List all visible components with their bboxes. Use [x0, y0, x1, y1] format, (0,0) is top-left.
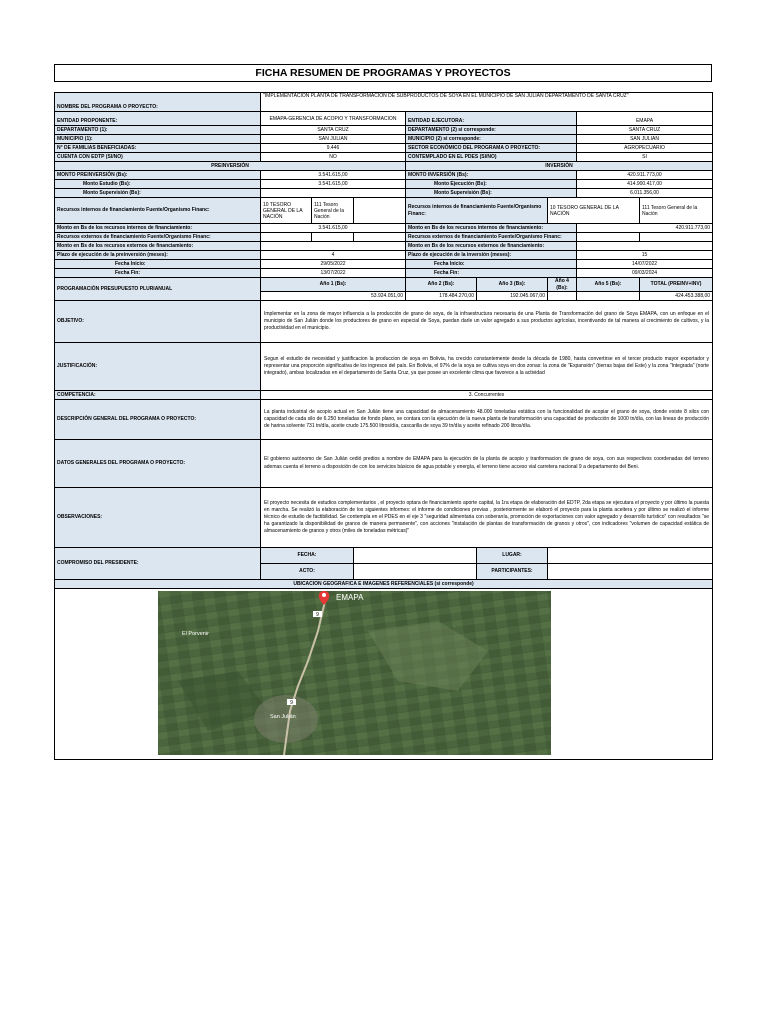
value-plazo-inv: 15 — [577, 251, 713, 260]
map-label-emapa: EMAPA — [336, 593, 364, 603]
value-fecha — [354, 548, 477, 564]
value-municipio1: SAN JULIAN — [261, 135, 406, 144]
value-fecha-inicio-pre: 29/05/2022 — [261, 260, 406, 269]
value-justificacion: Segun el estudio de necesidad y justificacion la produccion de soya en Bolivia, ha crecido constantemente desde la década de 1980, hasta convertirse en el tercer producto mayor exportador y representar una proporción significativa de los ingresos del país. En Bolivia, el 97% de la soya se cultiva soya en dos zonas: la zona de "Expansión" (tierras bajas del Este) y la zona "Integrada" (norte integrado), ambas localizadas en el departamento de Santa Cruz, ya que posee un excelente clima que favorece a la actividad — [261, 343, 713, 391]
label-lugar: LUGAR: — [477, 548, 548, 564]
value-municipio2: SAN JULIAN — [577, 135, 713, 144]
label-monto-supervision-inv: Monto Supervisión (Bs): — [406, 189, 577, 198]
value-fuente-pre-3 — [354, 198, 406, 224]
row-familias — [55, 144, 713, 153]
value-sector: AGROPECUARIO — [577, 144, 713, 153]
row-justificacion — [55, 343, 713, 391]
label-monto-supervision-pre: Monto Supervisión (Bs): — [55, 189, 261, 198]
value-anio2: 178.484.270,00 — [406, 292, 477, 301]
label-acto: ACTO: — [261, 564, 354, 580]
value-monto-ejecucion: 414.900.417,00 — [577, 180, 713, 189]
label-contemplado: CONTEMPLADO EN EL PDES (SI/NO) — [406, 153, 577, 162]
label-datos-generales: DATOS GENERALES DEL PROGRAMA O PROYECTO: — [55, 440, 261, 488]
value-anio3: 192.045.067,00 — [477, 292, 548, 301]
section-preinversion: PREINVERSIÓN — [55, 162, 406, 171]
header-anio5: Año 5 (Bs): — [577, 278, 640, 292]
value-fuente-pre-2: 111 Tesoro General de la Nación — [312, 198, 354, 224]
label-fecha-fin-inv: Fecha Fin: — [406, 269, 577, 278]
value-fuente-pre-1: 10 TESORO GENERAL DE LA NACIÓN — [261, 198, 312, 224]
label-monto-internos-pre: Monto en Bs de los recursos internos de financiamiento: — [55, 224, 261, 233]
label-compromiso: COMPROMISO DEL PRESIDENTE: — [55, 548, 261, 580]
value-monto-estudio: 3.541.615,00 — [261, 180, 406, 189]
label-recursos-internos-pre: Recursos internos de financiamiento Fuente/Organismo Financ: — [55, 198, 261, 224]
value-competencia: 3. Concurrentes — [261, 391, 713, 400]
label-observaciones: OBSERVACIONES: — [55, 488, 261, 548]
label-fecha-inicio-pre: Fecha Inicio: — [55, 260, 261, 269]
value-departamento1: SANTA CRUZ — [261, 126, 406, 135]
value-plazo-pre: 4 — [261, 251, 406, 260]
value-monto-internos-inv: 420.911.773,00 — [577, 224, 713, 233]
value-fuente-inv-1: 10 TESORO GENERAL DE LA NACIÓN — [548, 198, 640, 224]
value-fuente-inv-2: 111 Tesoro General de la Nación — [640, 198, 713, 224]
value-fecha-fin-pre: 13/07/2022 — [261, 269, 406, 278]
location-pin-dot-icon — [322, 593, 326, 597]
label-recursos-externos-pre: Recursos externos de financiamiento Fuente/Organismo Financ: — [55, 233, 261, 242]
label-justificacion: JUSTIFICACIÓN: — [55, 343, 261, 391]
label-fecha: FECHA: — [261, 548, 354, 564]
row-monto-internos — [55, 224, 713, 233]
label-entidad-ejecutora: ENTIDAD EJECUTORA: — [406, 112, 577, 126]
row-recursos-externos — [55, 233, 713, 242]
value-monto-externos-inv — [577, 242, 713, 251]
value-total: 424.453.388,00 — [640, 292, 713, 301]
label-programacion: PROGRAMACIÓN PRESUPUESTO PLURIANUAL — [55, 278, 261, 301]
row-departamento — [55, 126, 713, 135]
value-contemplado: SI — [577, 153, 713, 162]
value-anio5 — [577, 292, 640, 301]
value-externos-pre-3 — [354, 233, 406, 242]
label-nombre: NOMBRE DEL PROGRAMA O PROYECTO: — [55, 93, 261, 112]
value-monto-inversion: 420.911.773,00 — [577, 171, 713, 180]
row-supervision — [55, 189, 713, 198]
value-participantes — [548, 564, 713, 580]
value-nombre: "IMPLEMENTACION PLANTA DE TRANSFORMACION DE SUBPRODUCTOS DE SOYA EN EL MUNICIPIO DE SAN JULIAN DEPARTAMENTO DE SANTA CRUZ" — [261, 93, 713, 112]
value-monto-supervision-pre — [261, 189, 406, 198]
label-municipio1: MUNICIPIO (1): — [55, 135, 261, 144]
value-observaciones: El proyecto necesita de estudios complementarios , el proyecto optara de financiamiento aporte capital, la 1ra etapa de elaboración del EDTP, 2da etapa se ejecutara el proyecto y por último la puesta en marcha. Se realizó la elaboración de los siguientes informes: el informe de condiciones previas , posteriormente se elaboró el proyecto para la planta aceitera y por último se realizó el informe técnico de estudio de factibilidad. Se contempla en el PDES en el eje 3 "seguridad alimentaria con soberanía, promoción de exportaciones con valor agregado y desarrollo turístico" con resultados "se ha garantizado la disponibilidad de granos de manera permanente", con acciones "instalación de plantas de transformación de granos y otros", con indicadores "volumen de capacidad estática de almacenamiento de granos y otros (miles de toneladas métricas)" — [261, 488, 713, 548]
label-monto-inversion: MONTO INVERSIÓN (Bs): — [406, 171, 577, 180]
page-title: FICHA RESUMEN DE PROGRAMAS Y PROYECTOS — [54, 64, 712, 82]
value-departamento2: SANTA CRUZ — [577, 126, 713, 135]
label-cuenta-edtp: CUENTA CON EDTP (SI/NO) — [55, 153, 261, 162]
row-fecha-fin — [55, 269, 713, 278]
value-entidad-ejecutora: EMAPA — [577, 112, 713, 126]
value-fecha-fin-inv: 09/03/2024 — [577, 269, 713, 278]
row-fecha-inicio — [55, 260, 713, 269]
row-map — [55, 589, 713, 760]
row-monto-externos — [55, 242, 713, 251]
value-entidad-proponente: EMAPA-GERENCIA DE ACOPIO Y TRANSFORMACION — [261, 112, 406, 126]
value-fecha-inicio-inv: 14/07/2022 — [577, 260, 713, 269]
map-label-left: El Porvenir — [182, 631, 209, 638]
label-monto-externos-pre: Monto en Bs de los recursos externos de financiamiento: — [55, 242, 261, 251]
label-descripcion: DESCRIPCIÓN GENERAL DEL PROGRAMA O PROYECTO: — [55, 400, 261, 440]
row-entidad — [55, 112, 713, 126]
value-externos-pre-2 — [312, 233, 354, 242]
label-fecha-fin-pre: Fecha Fin: — [55, 269, 261, 278]
header-ubicacion: UBICACION GEOGRAFICA E IMAGENES REFERENCIALES (si corresponde) — [55, 580, 713, 589]
label-plazo-inv: Plazo de ejecución de la inversión (meses): — [406, 251, 577, 260]
header-total: TOTAL (PREINV+INV) — [640, 278, 713, 292]
row-descripcion — [55, 400, 713, 440]
document-sheet — [54, 64, 712, 760]
label-objetivo: OBJETIVO: — [55, 301, 261, 343]
row-municipio — [55, 135, 713, 144]
value-acto — [354, 564, 477, 580]
value-monto-internos-pre: 3.541.615,00 — [261, 224, 406, 233]
road-label: 9 — [290, 700, 293, 707]
row-observaciones — [55, 488, 713, 548]
value-datos-generales: El gobierno autónomo de San Julián cedió predios a nombre de EMAPA para la ejecución de la planta de acopio y tranformacion de grano de soya, con sus respectivos coordenadas del terreno ademas cuenta el terreno a disposición de con los servicios básicos de agua potable y energía, el terreno tiene acceso vial carretera nacional 9 a departamento del Beni. — [261, 440, 713, 488]
value-anio1: 53.924.051,00 — [261, 292, 406, 301]
label-departamento2: DEPARTAMENTO (2) si corresponde: — [406, 126, 577, 135]
header-anio1: Año 1 (Bs): — [261, 278, 406, 292]
road-label: 9 — [316, 612, 319, 619]
map-cell — [55, 589, 713, 760]
value-monto-externos-pre — [261, 242, 406, 251]
satellite-map-image — [158, 591, 551, 755]
label-monto-ejecucion: Monto Ejecución (Bs): — [406, 180, 577, 189]
label-recursos-internos-inv: Recursos internos de financiamiento Fuente/Organismo Financ: — [406, 198, 548, 224]
label-monto-preinversion: MONTO PREINVERSIÓN (Bs): — [55, 171, 261, 180]
row-programacion-headers — [55, 278, 713, 292]
value-externos-inv-1 — [577, 233, 640, 242]
summary-table — [54, 92, 713, 760]
value-objetivo: Implementar en la zona de mayor influencia a la producción de grano de soya, de la infraestructura necesaria de una Planta de Transformación del grano de Soya EMAPA, con un enfoque en el municipio de San Julián donde los productores de grano en especial de Soya, puedan darle un valor agregado a sus productos agrícolas, incentivando de tal manera al crecimiento de cultivos, y la productividad en el municipio. — [261, 301, 713, 343]
label-departamento1: DEPARTAMENTO (1): — [55, 126, 261, 135]
label-competencia: COMPETENCIA: — [55, 391, 261, 400]
header-anio3: Año 3 (Bs): — [477, 278, 548, 292]
row-plazo — [55, 251, 713, 260]
row-objetivo — [55, 301, 713, 343]
label-monto-estudio: Monto Estudio (Bs): — [55, 180, 261, 189]
row-recursos-internos — [55, 198, 713, 224]
row-section-headers — [55, 162, 713, 171]
label-plazo-pre: Plazo de ejecución de la preinversión (meses): — [55, 251, 261, 260]
row-montos — [55, 171, 713, 180]
map-label-town: San Julián — [270, 714, 296, 721]
value-monto-supervision-inv: 6.011.356,00 — [577, 189, 713, 198]
value-descripcion: La planta industrial de acopio actual en San Julián tiene una capacidad de almacenamiento 48.000 toneladas estática con la funcionalidad de acopiar el grano de soya, donde existe 8 silos con capacidad de cada silo de 6.250 toneladas de fondo plano, se contara con la ejecución de la nueva planta de transformación una capacidad de producción de 1000 tn/día, con las lineas de producción de harina solvente 731 tn/día, aceite crudo 175.500 litros/día, cascarilla de soya 39 tn/día y aceite refinado 200 litros/día. — [261, 400, 713, 440]
value-monto-preinversion: 3.541.615,00 — [261, 171, 406, 180]
row-ubicacion-header — [55, 580, 713, 589]
label-recursos-externos-inv: Recursos externos de financiamiento Fuente/Organismo Financ: — [406, 233, 577, 242]
header-anio2: Año 2 (Bs): — [406, 278, 477, 292]
value-lugar — [548, 548, 713, 564]
row-compromiso-1 — [55, 548, 713, 564]
header-anio4: Año 4 (Bs): — [548, 278, 577, 292]
label-monto-internos-inv: Monto en Bs de los recursos internos de financiamiento: — [406, 224, 577, 233]
value-anio4 — [548, 292, 577, 301]
label-municipio2: MUNICIPIO (2) si corresponde: — [406, 135, 577, 144]
value-externos-inv-2 — [640, 233, 713, 242]
label-participantes: PARTICIPANTES: — [477, 564, 548, 580]
row-edtp — [55, 153, 713, 162]
value-externos-pre-1 — [261, 233, 312, 242]
label-sector: SECTOR ECONÓMICO DEL PROGRAMA O PROYECTO: — [406, 144, 577, 153]
row-estudio — [55, 180, 713, 189]
label-entidad-proponente: ENTIDAD PROPONENTE: — [55, 112, 261, 126]
row-competencia — [55, 391, 713, 400]
label-familias: N° DE FAMILIAS BENEFICIADAS: — [55, 144, 261, 153]
section-inversion: INVERSIÓN — [406, 162, 713, 171]
value-cuenta-edtp: NO — [261, 153, 406, 162]
row-nombre — [55, 93, 713, 112]
row-datos-generales — [55, 440, 713, 488]
value-familias: 9.446 — [261, 144, 406, 153]
label-monto-externos-inv: Monto en Bs de los recursos externos de financiamiento: — [406, 242, 577, 251]
label-fecha-inicio-inv: Fecha Inicio: — [406, 260, 577, 269]
